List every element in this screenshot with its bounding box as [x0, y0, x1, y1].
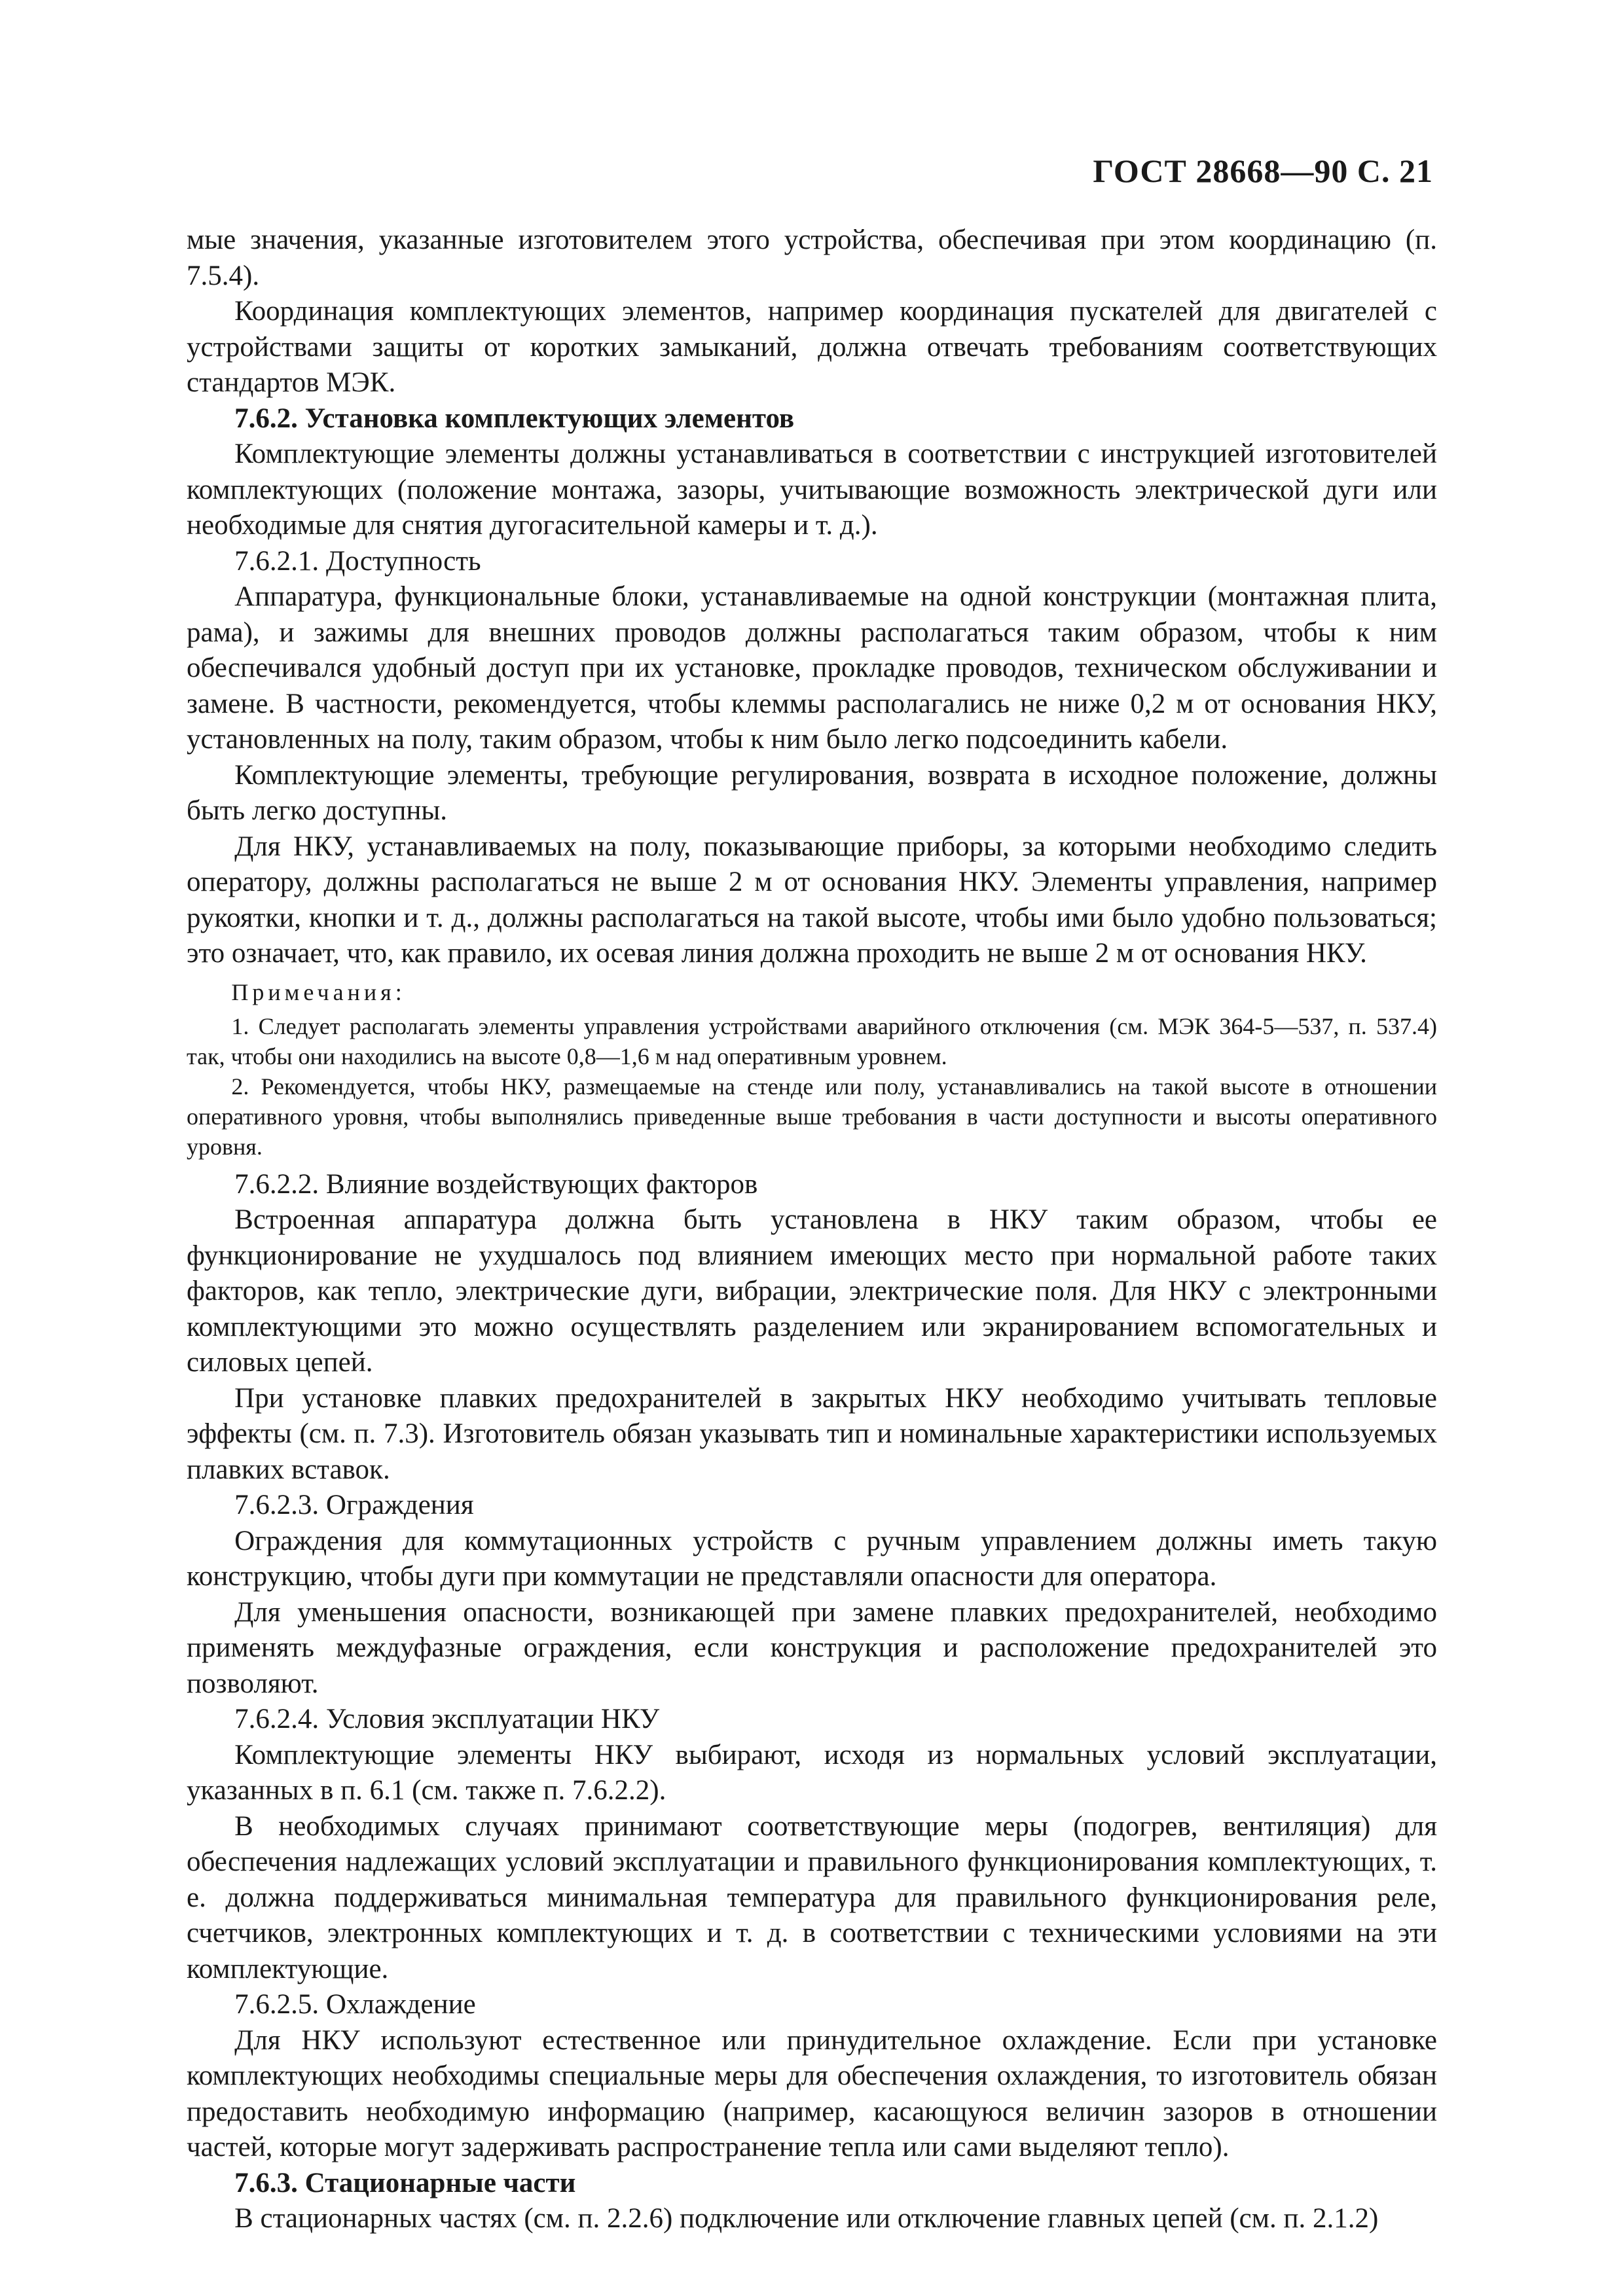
subsection-heading-7-6-2-5: 7.6.2.5. Охлаждение — [234, 1989, 476, 2020]
paragraph: Комплектующие элементы, требующие регулирования, возврата в исходное положение, должны быть легко доступны. — [187, 759, 1437, 826]
section-heading-7-6-3: 7.6.3. Стационарные части — [234, 2167, 576, 2198]
paragraph: В необходимых случаях принимают соответствующие меры (подогрев, вентиляция) для обеспечения надлежащих условий эксплуатации и правильного функционирования комплектующих, т. е. должна поддерживаться минимальная температура для правильного функционирования реле, счетчиков, электронных комплектующих и т. д. в соответствии с техническими условиями на эти комплектующие. — [187, 1810, 1437, 1984]
paragraph: Ограждения для коммутационных устройств с ручным управлением должны иметь такую конструкцию, чтобы дуги при коммутации не представляли опасности для оператора. — [187, 1525, 1437, 1592]
notes-block — [187, 977, 1437, 1162]
paragraph: Для НКУ используют естественное или принудительное охлаждение. Если при установке комплектующих необходимы специальные меры для обеспечения охлаждения, то изготовитель обязан предоставить необходимую информацию (например, касающуюся величин зазоров в отношении частей, которые могут задерживать распространение тепла или сами выделяют тепло). — [187, 2024, 1437, 2162]
section-heading-7-6-2: 7.6.2. Установка комплектующих элементов — [234, 403, 795, 434]
paragraph: Аппаратура, функциональные блоки, устанавливаемые на одной конструкции (монтажная плита, рама), и зажимы для внешних проводов должны располагаться таким образом, чтобы к ним обеспечивался удобный доступ при их установке, прокладке проводов, техническом обслуживании и замене. В частности, рекомендуется, чтобы клеммы располагались не ниже 0,2 м от основания НКУ, установленных на полу, таким образом, чтобы к ним было легко подсоединить кабели. — [187, 581, 1437, 755]
note-item: 2. Рекомендуется, чтобы НКУ, размещаемые на стенде или полу, устанавливались на такой высоте в отношении оперативного уровня, чтобы выполнялись приведенные выше требования в части доступности и высоты оперативного уровня. — [187, 1073, 1437, 1160]
subsection-heading-7-6-2-4: 7.6.2.4. Условия эксплуатации НКУ — [234, 1704, 660, 1734]
paragraph: При установке плавких предохранителей в закрытых НКУ необходимо учитывать тепловые эффекты (см. п. 7.3). Изготовитель обязан указывать тип и номинальные характеристики используемых плавких вставок. — [187, 1382, 1437, 1485]
paragraph: Для НКУ, устанавливаемых на полу, показывающие приборы, за которыми необходимо следить оператору, должны располагаться не выше 2 м от основания НКУ. Элементы управления, например рукоятки, кнопки и т. д., должны располагаться на такой высоте, чтобы ими было удобно пользоваться; это означает, что, как правило, их осевая линия должна проходить не выше 2 м от основания НКУ. — [187, 831, 1437, 969]
subsection-heading-7-6-2-1: 7.6.2.1. Доступность — [234, 545, 481, 577]
subsection-heading-7-6-2-2: 7.6.2.2. Влияние воздействующих факторов — [234, 1168, 758, 1200]
paragraph: Для уменьшения опасности, возникающей при замене плавких предохранителей, необходимо применять междуфазные ограждения, если конструкция и расположение предохранителей это позволяют. — [187, 1596, 1437, 1699]
paragraph: Комплектующие элементы должны устанавливаться в соответствии с инструкцией изготовителей комплектующих (положение монтажа, зазоры, учитывающие возможность электрической дуги или необходимые для снятия дугогасительной камеры и т. д.). — [187, 439, 1437, 541]
paragraph: Координация комплектующих элементов, например координация пускателей для двигателей с устройствами защиты от коротких замыканий, должна отвечать требованиям соответствующих стандартов МЭК. — [187, 296, 1437, 398]
page-header: ГОСТ 28668—90 С. 21 — [1093, 152, 1433, 189]
paragraph: Встроенная аппаратура должна быть установлена в НКУ таким образом, чтобы ее функционирование не ухудшалось под влиянием имеющих место при нормальной работе таких факторов, как тепло, электрические дуги, вибрации, электрические поля. Для НКУ с электронными комплектующими это можно осуществлять разделением или экранированием вспомогательных и силовых цепей. — [187, 1204, 1437, 1378]
notes-title: Примечания: — [231, 978, 406, 1005]
paragraph: Комплектующие элементы НКУ выбирают, исходя из нормальных условий эксплуатации, указанных в п. 6.1 (см. также п. 7.6.2.2). — [187, 1739, 1437, 1806]
paragraph: В стационарных частях (см. п. 2.2.6) подключение или отключение главных цепей (см. п. 2.1.2) — [234, 2203, 1379, 2234]
note-item: 1. Следует располагать элементы управления устройствами аварийного отключения (см. МЭК 364-5—537, п. 537.4) так, чтобы они находились на высоте 0,8—1,6 м над оперативным уровнем. — [187, 1013, 1437, 1069]
paragraph: мые значения, указанные изготовителем этого устройства, обеспечивая при этом координацию (п. 7.5.4). — [187, 224, 1437, 291]
subsection-heading-7-6-2-3: 7.6.2.3. Ограждения — [234, 1490, 474, 1520]
document-body — [187, 223, 1437, 2237]
